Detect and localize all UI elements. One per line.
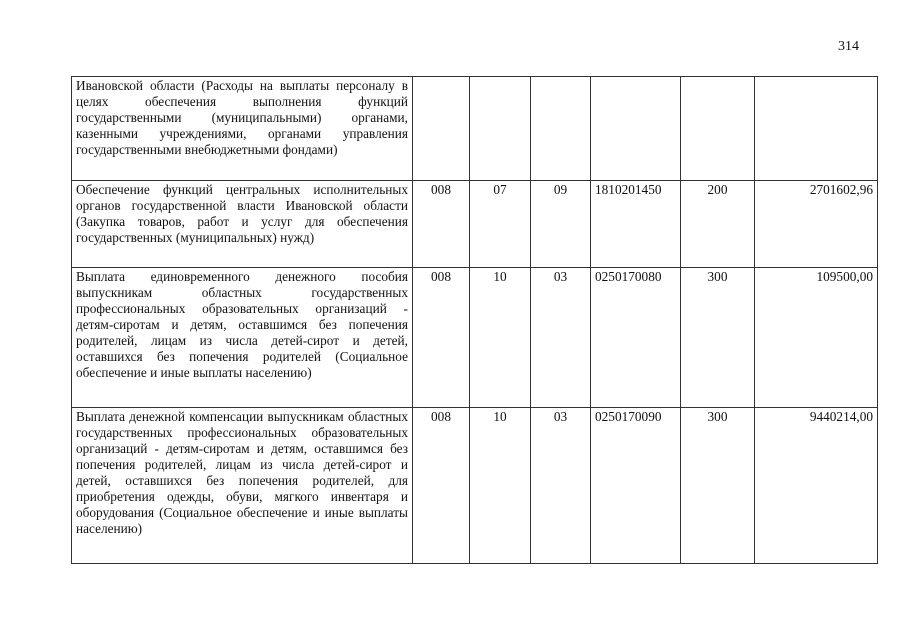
target-article-cell: 1810201450 <box>591 181 681 268</box>
target-article-cell: 0250170090 <box>591 408 681 564</box>
row-description: Обеспечение функций центральных исполнительных органов государственной власти Ивановской области (Закупка товаров, работ и услуг для обеспечения государственных (муниципальных) нужд) <box>72 181 413 268</box>
subsection-code-cell: 03 <box>531 408 591 564</box>
row-description: Выплата денежной компенсации выпускникам областных государственных профессиональных образовательных организаций - детям-сиротам и детям, оставшимся без попечения родителей, лицам из числа детей-сирот и детей, оставшихся без попечения родителей, для приобретения одежды, обуви, мягкого инвентаря и оборудования (Социальное обеспечение и иные выплаты населению) <box>72 408 413 564</box>
table-row <box>72 181 878 268</box>
section-code-cell <box>470 77 531 181</box>
table-row <box>72 408 878 564</box>
subsection-code-cell: 09 <box>531 181 591 268</box>
expense-type-cell: 300 <box>681 408 755 564</box>
amount-cell: 9440214,00 <box>755 408 878 564</box>
amount-cell: 109500,00 <box>755 268 878 408</box>
subsection-code-cell <box>531 77 591 181</box>
table-row <box>72 77 878 181</box>
section-code-cell: 07 <box>470 181 531 268</box>
budget-table <box>71 76 878 564</box>
ministry-code-cell <box>413 77 470 181</box>
row-description: Выплата единовременного денежного пособия выпускникам областных государственных профессиональных образовательных организаций - детям-сиротам и детям, оставшимся без попечения родителей, лицам из числа детей-сирот и детей, оставшихся без попечения родителей (Социальное обеспечение и иные выплаты населению) <box>72 268 413 408</box>
amount-cell: 2701602,96 <box>755 181 878 268</box>
ministry-code-cell: 008 <box>413 408 470 564</box>
page-number: 314 <box>838 39 859 54</box>
target-article-cell: 0250170080 <box>591 268 681 408</box>
table-row <box>72 268 878 408</box>
row-description: Ивановской области (Расходы на выплаты персоналу в целях обеспечения выполнения функций государственными (муниципальными) органами, казенными учреждениями, органами управления государственными внебюджетными фондами) <box>72 77 413 181</box>
expense-type-cell: 300 <box>681 268 755 408</box>
expense-type-cell <box>681 77 755 181</box>
amount-cell <box>755 77 878 181</box>
expense-type-cell: 200 <box>681 181 755 268</box>
target-article-cell <box>591 77 681 181</box>
section-code-cell: 10 <box>470 268 531 408</box>
ministry-code-cell: 008 <box>413 268 470 408</box>
ministry-code-cell: 008 <box>413 181 470 268</box>
section-code-cell: 10 <box>470 408 531 564</box>
subsection-code-cell: 03 <box>531 268 591 408</box>
